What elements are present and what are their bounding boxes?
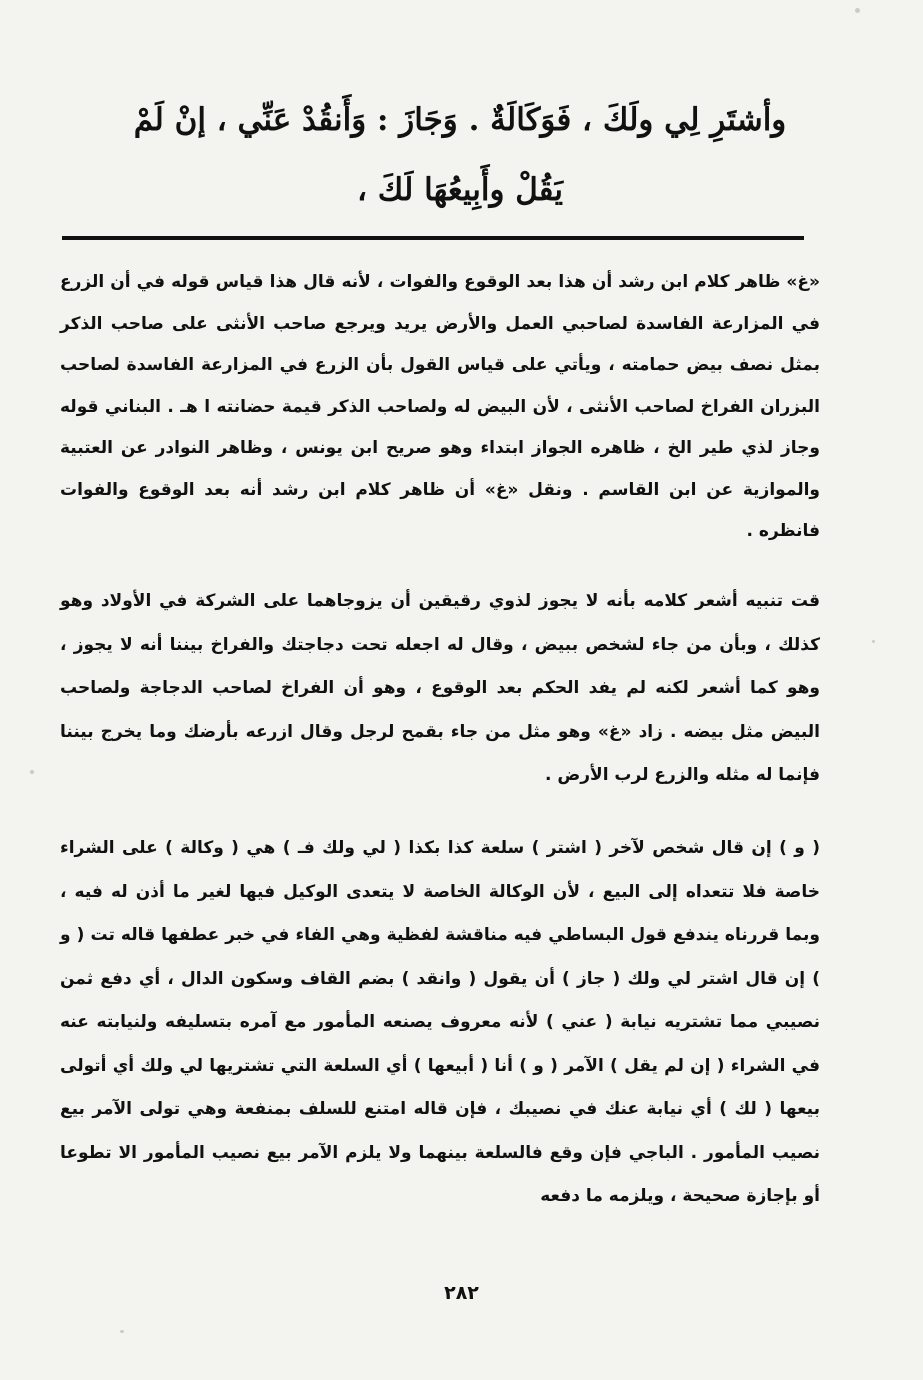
scan-speck [855,8,860,13]
scan-speck [872,640,875,643]
heading-divider [62,236,804,240]
commentary-paragraph-2: قت تنبيه أشعر كلامه بأنه لا يجوز لذوي رقيقين أن يزوجاهما على الشركة في الأولاد وهو كذلك ، وبأن من جاء لشخص ببيض ، وقال له اجعله تحت دجاجتك والفراخ بيننا أنه لا يجوز ، وهو كما أشعر لكنه لم يفد الحكم بعد الوقوع ، وهو أن الفراخ لصاحب الدجاجة ولصاحب البيض مثل بيضه . زاد «غ» وهو مثل من جاء بقمح لرجل وقال ازرعه بأرضك وما يخرج بيننا فإنما له مثله والزرع لرب الأرض . [60,591,820,785]
verse-heading-line-2: يَقُلْ وأَبِيعُهَا لَكَ ، [357,172,563,208]
scan-speck [30,770,34,774]
commentary-paragraph-1: «غ» ظاهر كلام ابن رشد أن هذا بعد الوقوع والفوات ، لأنه قال هذا قياس قوله في أن الزرع في المزارعة الفاسدة لصاحبي العمل والأرض يريد ويرجع صاحب الأنثى على صاحب الذكر بمثل نصف بيض حمامته ، ويأتي على قياس القول بأن الزرع في المزارعة الفاسدة لصاحب البزران الفراخ لصاحب الأنثى ، لأن البيض له ولصاحب الذكر قيمة حضانته ا هـ . البناني قوله وجاز لذي طير الخ ، ظاهره الجواز ابتداء وهو صريح ابن يونس ، وظاهر النوادر عن العتبية والموازية عن ابن القاسم . ونقل «غ» أن ظاهر كلام ابن رشد أنه بعد الوقوع والفوات فانظره . [60,272,820,541]
commentary-paragraph-3: ( و ) إن قال شخص لآخر ( اشتر ) سلعة كذا بكذا ( لي ولك فـ ) هي ( وكالة ) على الشراء خاصة فلا تتعداه إلى البيع ، لأن الوكالة الخاصة لا يتعدى الوكيل فيها لغير ما أذن له فيه ، وبما قررناه يندفع قول البساطي فيه مناقشة لفظية وهي الفاء في خبر عطفها قاله تت ( و ) إن قال اشتر لي ولك ( جاز ) أن يقول ( وانقد ) بضم القاف وسكون الدال ، أي دفع ثمن نصيبي مما تشتريه نيابة ( عني ) لأنه معروف يصنعه المأمور مع آمره بتسليفه ولنيابته عنه في الشراء ( إن لم يقل ) الآمر ( و ) أنا ( أبيعها ) أي السلعة التي تشتريها لي ولك أي أتولى بيعها ( لك ) أي نيابة عنك في نصيبك ، فإن قاله امتنع للسلف بمنفعة وهي تولى الآمر بيع نصيب المأمور . الباجي فإن وقع فالسلعة بينهما ولا يلزم الآمر بيع نصيب المأمور الا تطوعا أو بإجازة صحيحة ، ويلزمه ما دفعه [60,838,820,1206]
scan-speck [120,1330,124,1333]
page-number: ٢٨٢ [444,1282,479,1304]
verse-heading-line-1: وأشتَرِ لِي ولَكَ ، فَوَكَالَةٌ . وَجَازَ : وَأَنقُدْ عَنِّي ، إنْ لَمْ [133,102,787,138]
